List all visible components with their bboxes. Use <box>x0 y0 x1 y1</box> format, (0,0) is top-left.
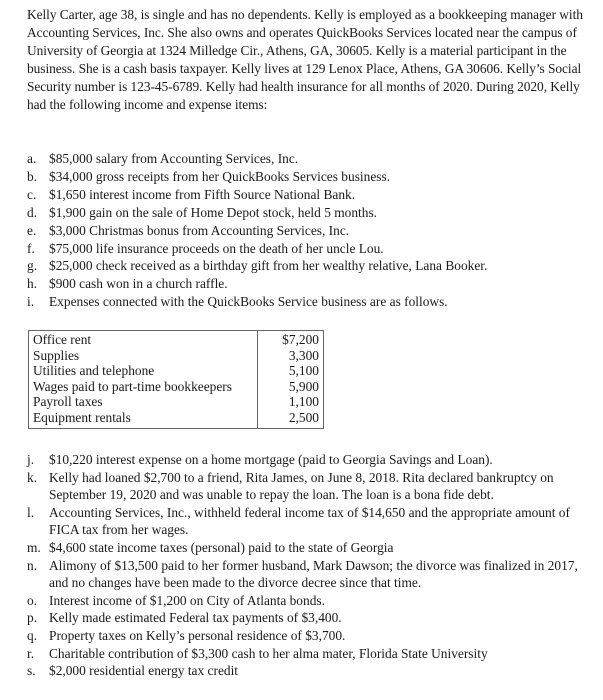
expense-amount: 5,900 <box>258 379 324 395</box>
list-item <box>27 609 593 627</box>
list-item <box>27 204 593 222</box>
list-item <box>27 592 593 610</box>
deduction-items-list <box>27 451 593 680</box>
table-row <box>29 394 324 410</box>
list-item-marker: l. <box>27 504 35 520</box>
expense-amount: 1,100 <box>258 394 324 410</box>
list-item-text: $1,650 interest income from Fifth Source National Bank. <box>49 186 356 202</box>
table-row <box>29 363 324 379</box>
list-item-text: Accounting Services, Inc., withheld federal income tax of $14,650 and the appropriate amount of FICA tax from her wages. <box>49 504 570 538</box>
expense-label: Payroll taxes <box>29 394 258 410</box>
list-item-marker: q. <box>27 627 38 643</box>
list-item-text: Kelly had loaned $2,700 to a friend, Rita James, on June 8, 2018. Rita declared bankruptcy on September 19, 2020 and was unable to repay the loan. The loan is a bona fide debt. <box>49 469 554 503</box>
expense-label: Wages paid to part-time bookkeepers <box>29 379 258 395</box>
list-item-marker: d. <box>27 204 38 220</box>
list-item-text: Charitable contribution of $3,300 cash to her alma mater, Florida State University <box>49 645 488 661</box>
list-item <box>27 150 593 168</box>
expense-label: Office rent <box>29 331 258 348</box>
list-item <box>27 645 593 663</box>
table-row <box>29 379 324 395</box>
list-item <box>27 275 593 293</box>
expense-table <box>28 330 324 429</box>
expense-label: Equipment rentals <box>29 410 258 428</box>
list-item-text: $1,900 gain on the sale of Home Depot stock, held 5 months. <box>49 204 378 220</box>
list-item <box>27 627 593 645</box>
list-item <box>27 557 593 592</box>
list-item <box>27 662 593 680</box>
list-item <box>27 469 593 504</box>
list-item <box>27 168 593 186</box>
table-row <box>29 410 324 428</box>
list-item-text: Interest income of $1,200 on City of Atlanta bonds. <box>49 592 325 608</box>
list-item-marker: i. <box>27 294 35 310</box>
list-item-text: $4,600 state income taxes (personal) paid to the state of Georgia <box>49 539 394 555</box>
list-item <box>27 186 593 204</box>
list-item-text: $10,220 interest expense on a home mortgage (paid to Georgia Savings and Loan). <box>49 452 493 467</box>
list-item-marker: r. <box>27 645 35 661</box>
list-item <box>27 257 593 275</box>
list-item-text: Alimony of $13,500 paid to her former husband, Mark Dawson; the divorce was finalized in 2017, and no changes have been made to the divorce decree since that time. <box>49 557 578 591</box>
intro-paragraph: Kelly Carter, age 38, is single and has no dependents. Kelly is employed as a bookkeeping manager with Accounting Services, Inc. She also owns and operates QuickBooks Services located near the campus of University of Georgia at 1324 Milledge Cir., Athens, GA, 30605. Kelly is a material participant in the business. She is a cash basis taxpayer. Kelly lives at 129 Lenox Place, Athens, GA 30606. Kelly’s Social Security number is 123-45-6789. Kelly had health insurance for all months of 2020. During 2020, Kelly had the following income and expense items: <box>27 7 583 113</box>
expense-label: Utilities and telephone <box>29 363 258 379</box>
list-item-text: Expenses connected with the QuickBooks Service business are as follows. <box>49 294 448 310</box>
list-item-marker: k. <box>27 469 38 485</box>
expense-label: Supplies <box>29 348 258 364</box>
list-item <box>27 504 593 539</box>
list-item <box>27 222 593 240</box>
list-item-marker: a. <box>27 151 37 166</box>
expense-amount: $7,200 <box>258 331 324 348</box>
table-row <box>29 348 324 364</box>
list-item-text: $25,000 check received as a birthday gift from her wealthy relative, Lana Booker. <box>49 258 488 274</box>
list-item <box>27 240 593 258</box>
list-item-marker: c. <box>27 186 37 202</box>
list-item <box>27 293 593 311</box>
list-item-marker: j. <box>27 452 35 467</box>
list-item-marker: g. <box>27 258 38 274</box>
list-item-marker: f. <box>27 240 35 256</box>
list-item-text: $34,000 gross receipts from her QuickBooks Services business. <box>49 168 391 184</box>
expense-amount: 2,500 <box>258 410 324 428</box>
list-item-marker: m. <box>27 539 41 555</box>
list-item <box>27 451 593 469</box>
list-item-marker: h. <box>27 276 38 292</box>
list-item-text: $85,000 salary from Accounting Services, Inc. <box>49 151 299 166</box>
list-item-text: $75,000 life insurance proceeds on the death of her uncle Lou. <box>49 240 384 256</box>
list-item-text: $2,000 residential energy tax credit <box>49 663 239 679</box>
list-item-text: Kelly made estimated Federal tax payments of $3,400. <box>49 610 342 626</box>
income-items-list <box>27 150 593 311</box>
list-item-text: $900 cash won in a church raffle. <box>49 276 228 292</box>
list-item <box>27 539 593 557</box>
list-item-marker: b. <box>27 168 38 184</box>
list-item-marker: o. <box>27 592 38 608</box>
list-item-text: $3,000 Christmas bonus from Accounting Services, Inc. <box>49 222 350 238</box>
table-row <box>29 331 324 348</box>
list-item-marker: s. <box>27 663 36 679</box>
list-item-marker: e. <box>27 222 37 238</box>
list-item-text: Property taxes on Kelly’s personal residence of $3,700. <box>49 627 346 643</box>
list-item-marker: n. <box>27 557 38 573</box>
expense-amount: 3,300 <box>258 348 324 364</box>
list-item-marker: p. <box>27 610 38 626</box>
expense-amount: 5,100 <box>258 363 324 379</box>
